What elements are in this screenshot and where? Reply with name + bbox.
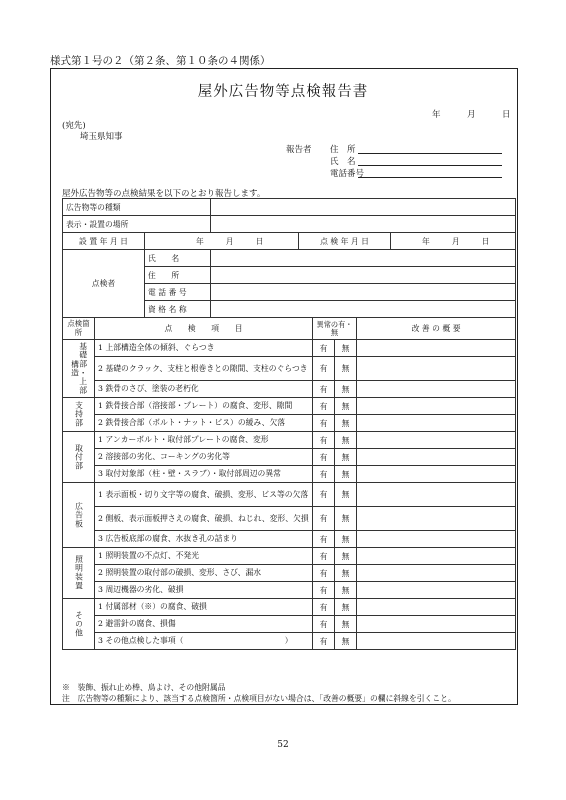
abnormal-no[interactable]: 無 xyxy=(335,507,357,531)
group-label: 照明装置 xyxy=(63,548,95,599)
inspector-phone-label: 電 話 番 号 xyxy=(145,284,211,301)
abnormal-no[interactable]: 無 xyxy=(335,466,357,483)
abnormal-yes[interactable]: 有 xyxy=(313,599,335,616)
abnormal-no[interactable]: 無 xyxy=(335,633,357,650)
table-row xyxy=(63,582,516,599)
improvement-cell[interactable] xyxy=(357,531,516,548)
inspection-item: 2 基礎のクラック、支柱と根巻きとの隙間、支柱のぐらつき xyxy=(95,357,313,381)
abnormal-no[interactable]: 無 xyxy=(335,565,357,582)
inspector-qualification-label: 資 格 名 称 xyxy=(145,301,211,318)
abnormal-no[interactable]: 無 xyxy=(335,381,357,398)
abnormal-yes[interactable]: 有 xyxy=(313,548,335,565)
table-row xyxy=(63,483,516,507)
date-year: 年 xyxy=(432,110,441,120)
improvement-cell[interactable] xyxy=(357,340,516,357)
page-number: 52 xyxy=(277,740,289,750)
abnormal-no[interactable]: 無 xyxy=(335,616,357,633)
group-label: 取付部 xyxy=(63,432,95,483)
inspection-item: 1 鉄骨接合部（溶接部・プレート）の腐食、変形、隙間 xyxy=(95,398,313,415)
improvement-cell[interactable] xyxy=(357,599,516,616)
group-label: 広告板 xyxy=(63,483,95,548)
table-row xyxy=(63,507,516,531)
install-date-label: 設 置 年 月 日 xyxy=(63,233,145,250)
inspection-item: 2 避雷針の腐食、損傷 xyxy=(95,616,313,633)
table-row xyxy=(63,415,516,432)
table-row xyxy=(63,398,516,415)
header-abnormal: 異常の有・無 xyxy=(313,318,357,340)
abnormal-yes[interactable]: 有 xyxy=(313,357,335,381)
improvement-cell[interactable] xyxy=(357,357,516,381)
address-line[interactable] xyxy=(358,153,502,154)
type-label: 広告物等の種類 xyxy=(63,199,211,216)
inspector-phone-value[interactable] xyxy=(211,284,516,301)
table-row xyxy=(63,565,516,582)
table-row xyxy=(63,432,516,449)
location-value[interactable] xyxy=(211,216,516,233)
inspector-name-label: 氏 名 xyxy=(145,250,211,267)
form-label: 様式第１号の２（第２条、第１０条の４関係） xyxy=(50,55,271,67)
abnormal-yes[interactable]: 有 xyxy=(313,432,335,449)
inspection-item: 1 アンカーボルト・取付部プレートの腐食、変形 xyxy=(95,432,313,449)
abnormal-no[interactable]: 無 xyxy=(335,398,357,415)
table-row xyxy=(63,531,516,548)
inspector-qualification-value[interactable] xyxy=(211,301,516,318)
header-location: 点検箇所 xyxy=(63,318,95,340)
inspection-item: 1 表示面板・切り文字等の腐食、破損、変形、ビス等の欠落 xyxy=(95,483,313,507)
abnormal-yes[interactable]: 有 xyxy=(313,565,335,582)
location-label: 表示・設置の場所 xyxy=(63,216,211,233)
abnormal-no[interactable]: 無 xyxy=(335,531,357,548)
abnormal-no[interactable]: 無 xyxy=(335,483,357,507)
inspection-item: 2 鉄骨接合部（ボルト・ナット・ビス）の緩み、欠落 xyxy=(95,415,313,432)
name-line[interactable] xyxy=(358,165,502,166)
improvement-cell[interactable] xyxy=(357,483,516,507)
inspection-item: 2 照明装置の取付部の破損、変形、さび、漏水 xyxy=(95,565,313,582)
inspection-item: 2 溶接部の劣化、コーキングの劣化等 xyxy=(95,449,313,466)
group-label: 支持部 xyxy=(63,398,95,432)
inspection-item: 1 照明装置の不点灯、不発光 xyxy=(95,548,313,565)
table-row xyxy=(63,340,516,357)
table-row xyxy=(63,548,516,565)
inspection-item: 1 付属部材（※）の腐食、破損 xyxy=(95,599,313,616)
table-row xyxy=(63,616,516,633)
header-items: 点 検 項 目 xyxy=(95,318,313,340)
improvement-cell[interactable] xyxy=(357,582,516,599)
abnormal-yes[interactable]: 有 xyxy=(313,582,335,599)
improvement-cell[interactable] xyxy=(357,565,516,582)
abnormal-yes[interactable]: 有 xyxy=(313,449,335,466)
abnormal-yes[interactable]: 有 xyxy=(313,340,335,357)
phone-label: 電話番号 xyxy=(330,169,365,179)
abnormal-yes[interactable]: 有 xyxy=(313,633,335,650)
improvement-cell[interactable] xyxy=(357,548,516,565)
inspection-item: 3 周辺機器の劣化、破損 xyxy=(95,582,313,599)
inspector-name-value[interactable] xyxy=(211,250,516,267)
type-value[interactable] xyxy=(211,199,516,216)
note-instruction: 注 広告物等の種類により、該当する点検箇所・点検項目がない場合は、「改善の概要」の欄に斜線を引くこと。 xyxy=(62,694,456,703)
note-asterisk: ※ 装飾、振れ止め棒、鳥よけ、その他附属品 xyxy=(62,683,226,692)
reporter-label: 報告者 xyxy=(286,145,312,155)
improvement-cell[interactable] xyxy=(357,507,516,531)
addressee: (宛先) xyxy=(62,121,86,131)
abnormal-yes[interactable]: 有 xyxy=(313,415,335,432)
abnormal-no[interactable]: 無 xyxy=(335,340,357,357)
address-label: 住 所 xyxy=(330,145,356,155)
improvement-cell[interactable] xyxy=(357,633,516,650)
phone-line[interactable] xyxy=(358,177,502,178)
abnormal-no[interactable]: 無 xyxy=(335,548,357,565)
inspection-item: 1 上部構造全体の傾斜、ぐらつき xyxy=(95,340,313,357)
abnormal-no[interactable]: 無 xyxy=(335,599,357,616)
inspection-item: 3 取付対象部（柱・壁・スラブ）・取付部周辺の異常 xyxy=(95,466,313,483)
improvement-cell[interactable] xyxy=(357,415,516,432)
table-row xyxy=(63,466,516,483)
inspection-item: 2 側板、表示面板押さえの腐食、破損、ねじれ、変形、欠損 xyxy=(95,507,313,531)
install-date-value[interactable]: 年 月 日 xyxy=(145,233,299,250)
inspection-item: 3 鉄骨のさび、塗装の老朽化 xyxy=(95,381,313,398)
table-row xyxy=(63,449,516,466)
improvement-cell[interactable] xyxy=(357,616,516,633)
abnormal-yes[interactable]: 有 xyxy=(313,531,335,548)
improvement-cell[interactable] xyxy=(357,466,516,483)
improvement-cell[interactable] xyxy=(357,432,516,449)
abnormal-no[interactable]: 無 xyxy=(335,582,357,599)
inspection-item: 3 広告板底部の腐食、水抜き孔の詰まり xyxy=(95,531,313,548)
inspector-address-value[interactable] xyxy=(211,267,516,284)
name-label: 氏 名 xyxy=(330,157,356,167)
table-row xyxy=(63,381,516,398)
abnormal-yes[interactable]: 有 xyxy=(313,616,335,633)
inspection-item: 3 その他点検した事項（ ） xyxy=(95,633,313,650)
inspect-date-value[interactable]: 年 月 日 xyxy=(391,233,516,250)
abnormal-yes[interactable]: 有 xyxy=(313,398,335,415)
abnormal-yes[interactable]: 有 xyxy=(313,483,335,507)
intro-text: 屋外広告物等の点検結果を以下のとおり報告します。 xyxy=(62,189,266,199)
table-row xyxy=(63,599,516,616)
group-label: 基礎部・上部構造 xyxy=(63,340,95,398)
abnormal-no[interactable]: 無 xyxy=(335,415,357,432)
improvement-cell[interactable] xyxy=(357,449,516,466)
inspect-date-label: 点 検 年 月 日 xyxy=(299,233,391,250)
inspector-label: 点検者 xyxy=(63,250,145,318)
abnormal-no[interactable]: 無 xyxy=(335,432,357,449)
improvement-cell[interactable] xyxy=(357,381,516,398)
abnormal-yes[interactable]: 有 xyxy=(313,507,335,531)
inspection-table xyxy=(62,198,516,650)
page-title: 屋外広告物等点検報告書 xyxy=(197,84,369,100)
improvement-cell[interactable] xyxy=(357,398,516,415)
group-label: その他 xyxy=(63,599,95,650)
abnormal-yes[interactable]: 有 xyxy=(313,381,335,398)
abnormal-yes[interactable]: 有 xyxy=(313,466,335,483)
abnormal-no[interactable]: 無 xyxy=(335,449,357,466)
header-improvement: 改 善 の 概 要 xyxy=(357,318,516,340)
governor: 埼玉県知事 xyxy=(80,132,123,142)
date-month: 月 xyxy=(467,110,476,120)
table-row xyxy=(63,633,516,650)
table-row xyxy=(63,357,516,381)
inspector-address-label: 住 所 xyxy=(145,267,211,284)
abnormal-no[interactable]: 無 xyxy=(335,357,357,381)
date-day: 日 xyxy=(502,110,511,120)
